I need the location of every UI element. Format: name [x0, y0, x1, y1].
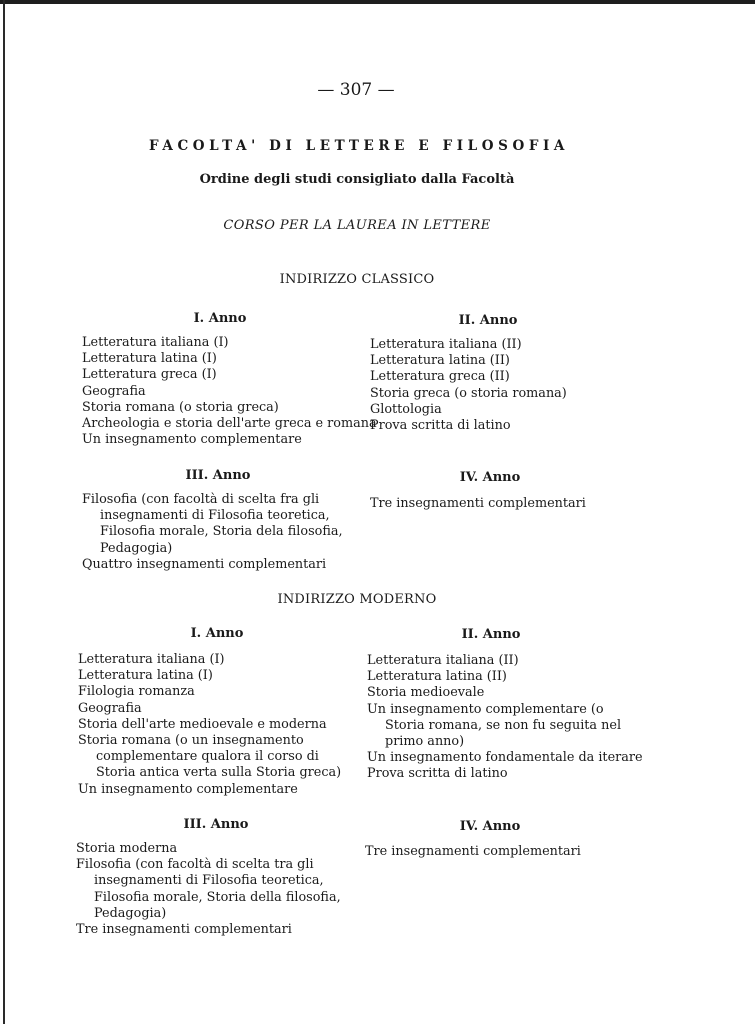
list-item: Un insegnamento complementare (o Storia romana, se non fu seguita nel primo anno)	[367, 701, 622, 750]
course-list	[370, 496, 600, 512]
list-item: Quattro insegnamenti complementari	[82, 556, 327, 572]
subtitle: Ordine degli studi consigliato dalla Facoltà	[199, 172, 515, 187]
year-heading: IV. Anno	[459, 819, 521, 834]
list-item: Un insegnamento fondamentale da iterare	[367, 750, 643, 766]
list-item: Storia dell'arte medioevale e moderna	[78, 716, 327, 732]
course-title: CORSO PER LA LAUREA IN LETTERE	[223, 218, 491, 233]
list-item: Tre insegnamenti complementari	[365, 844, 581, 859]
list-item: Prova scritta di latino	[367, 766, 508, 782]
list-item: Geografia	[82, 383, 146, 399]
course-list	[370, 337, 590, 434]
list-item: Letteratura latina (I)	[82, 351, 217, 367]
year-heading: IV. Anno	[459, 470, 521, 485]
list-item: Filosofia (con facoltà di scelta fra gli insegnamenti di Filosofia teoretica, Filosofia morale, Storia dela filosofia, Pedagogia)	[82, 492, 343, 556]
list-item: Letteratura italiana (I)	[82, 335, 229, 350]
course-list	[78, 652, 356, 798]
year-heading: III. Anno	[183, 817, 249, 832]
list-item: Tre insegnamenti complementari	[76, 922, 292, 938]
list-item: Storia medioevale	[367, 685, 485, 701]
list-item: Letteratura latina (I)	[78, 668, 213, 684]
year-heading: II. Anno	[458, 313, 518, 328]
course-list	[82, 335, 377, 448]
list-item: Storia greca (o storia romana)	[370, 385, 567, 401]
list-item: Filologia romanza	[78, 684, 195, 700]
list-item: Storia moderna	[76, 841, 178, 856]
list-item: Letteratura latina (II)	[367, 669, 507, 685]
list-item: Storia romana (o storia greca)	[82, 399, 279, 415]
section-heading-classico: INDIRIZZO CLASSICO	[279, 272, 435, 287]
list-item: Glottologia	[370, 401, 442, 417]
list-item: Letteratura latina (II)	[370, 353, 510, 369]
list-item: Tre insegnamenti complementari	[370, 496, 586, 511]
list-item: Letteratura greca (II)	[370, 369, 510, 385]
page-number: — 307 —	[317, 80, 395, 100]
list-item: Archeologia e storia dell'arte greca e romana	[82, 416, 377, 432]
course-list	[82, 492, 357, 573]
list-item: Letteratura italiana (I)	[78, 652, 225, 667]
list-item: Letteratura greca (I)	[82, 367, 217, 383]
faculty-title: FACOLTA' DI LETTERE E FILOSOFIA	[148, 138, 569, 154]
course-list	[367, 653, 643, 783]
section-heading-moderno: INDIRIZZO MODERNO	[277, 592, 437, 607]
list-item: Storia romana (o un insegnamento complementare qualora il corso di Storia antica verta sulla Storia greca)	[78, 733, 342, 781]
course-list	[76, 841, 356, 938]
list-item: Letteratura italiana (II)	[367, 653, 519, 668]
course-list	[365, 844, 595, 860]
page-top-edge	[0, 0, 755, 4]
year-heading: III. Anno	[185, 468, 251, 483]
year-heading: I. Anno	[190, 626, 244, 641]
list-item: Letteratura italiana (II)	[370, 337, 522, 352]
year-heading: I. Anno	[193, 311, 247, 326]
list-item: Un insegnamento complementare	[78, 781, 298, 797]
list-item: Filosofia (con facoltà di scelta tra gli insegnamenti di Filosofia teoretica, Filosofia morale, Storia della filosofia, Pedagogia)	[76, 857, 341, 921]
list-item: Geografia	[78, 700, 142, 716]
year-heading: II. Anno	[461, 627, 521, 642]
list-item: Prova scritta di latino	[370, 418, 511, 434]
list-item: Un insegnamento complementare	[82, 432, 302, 448]
